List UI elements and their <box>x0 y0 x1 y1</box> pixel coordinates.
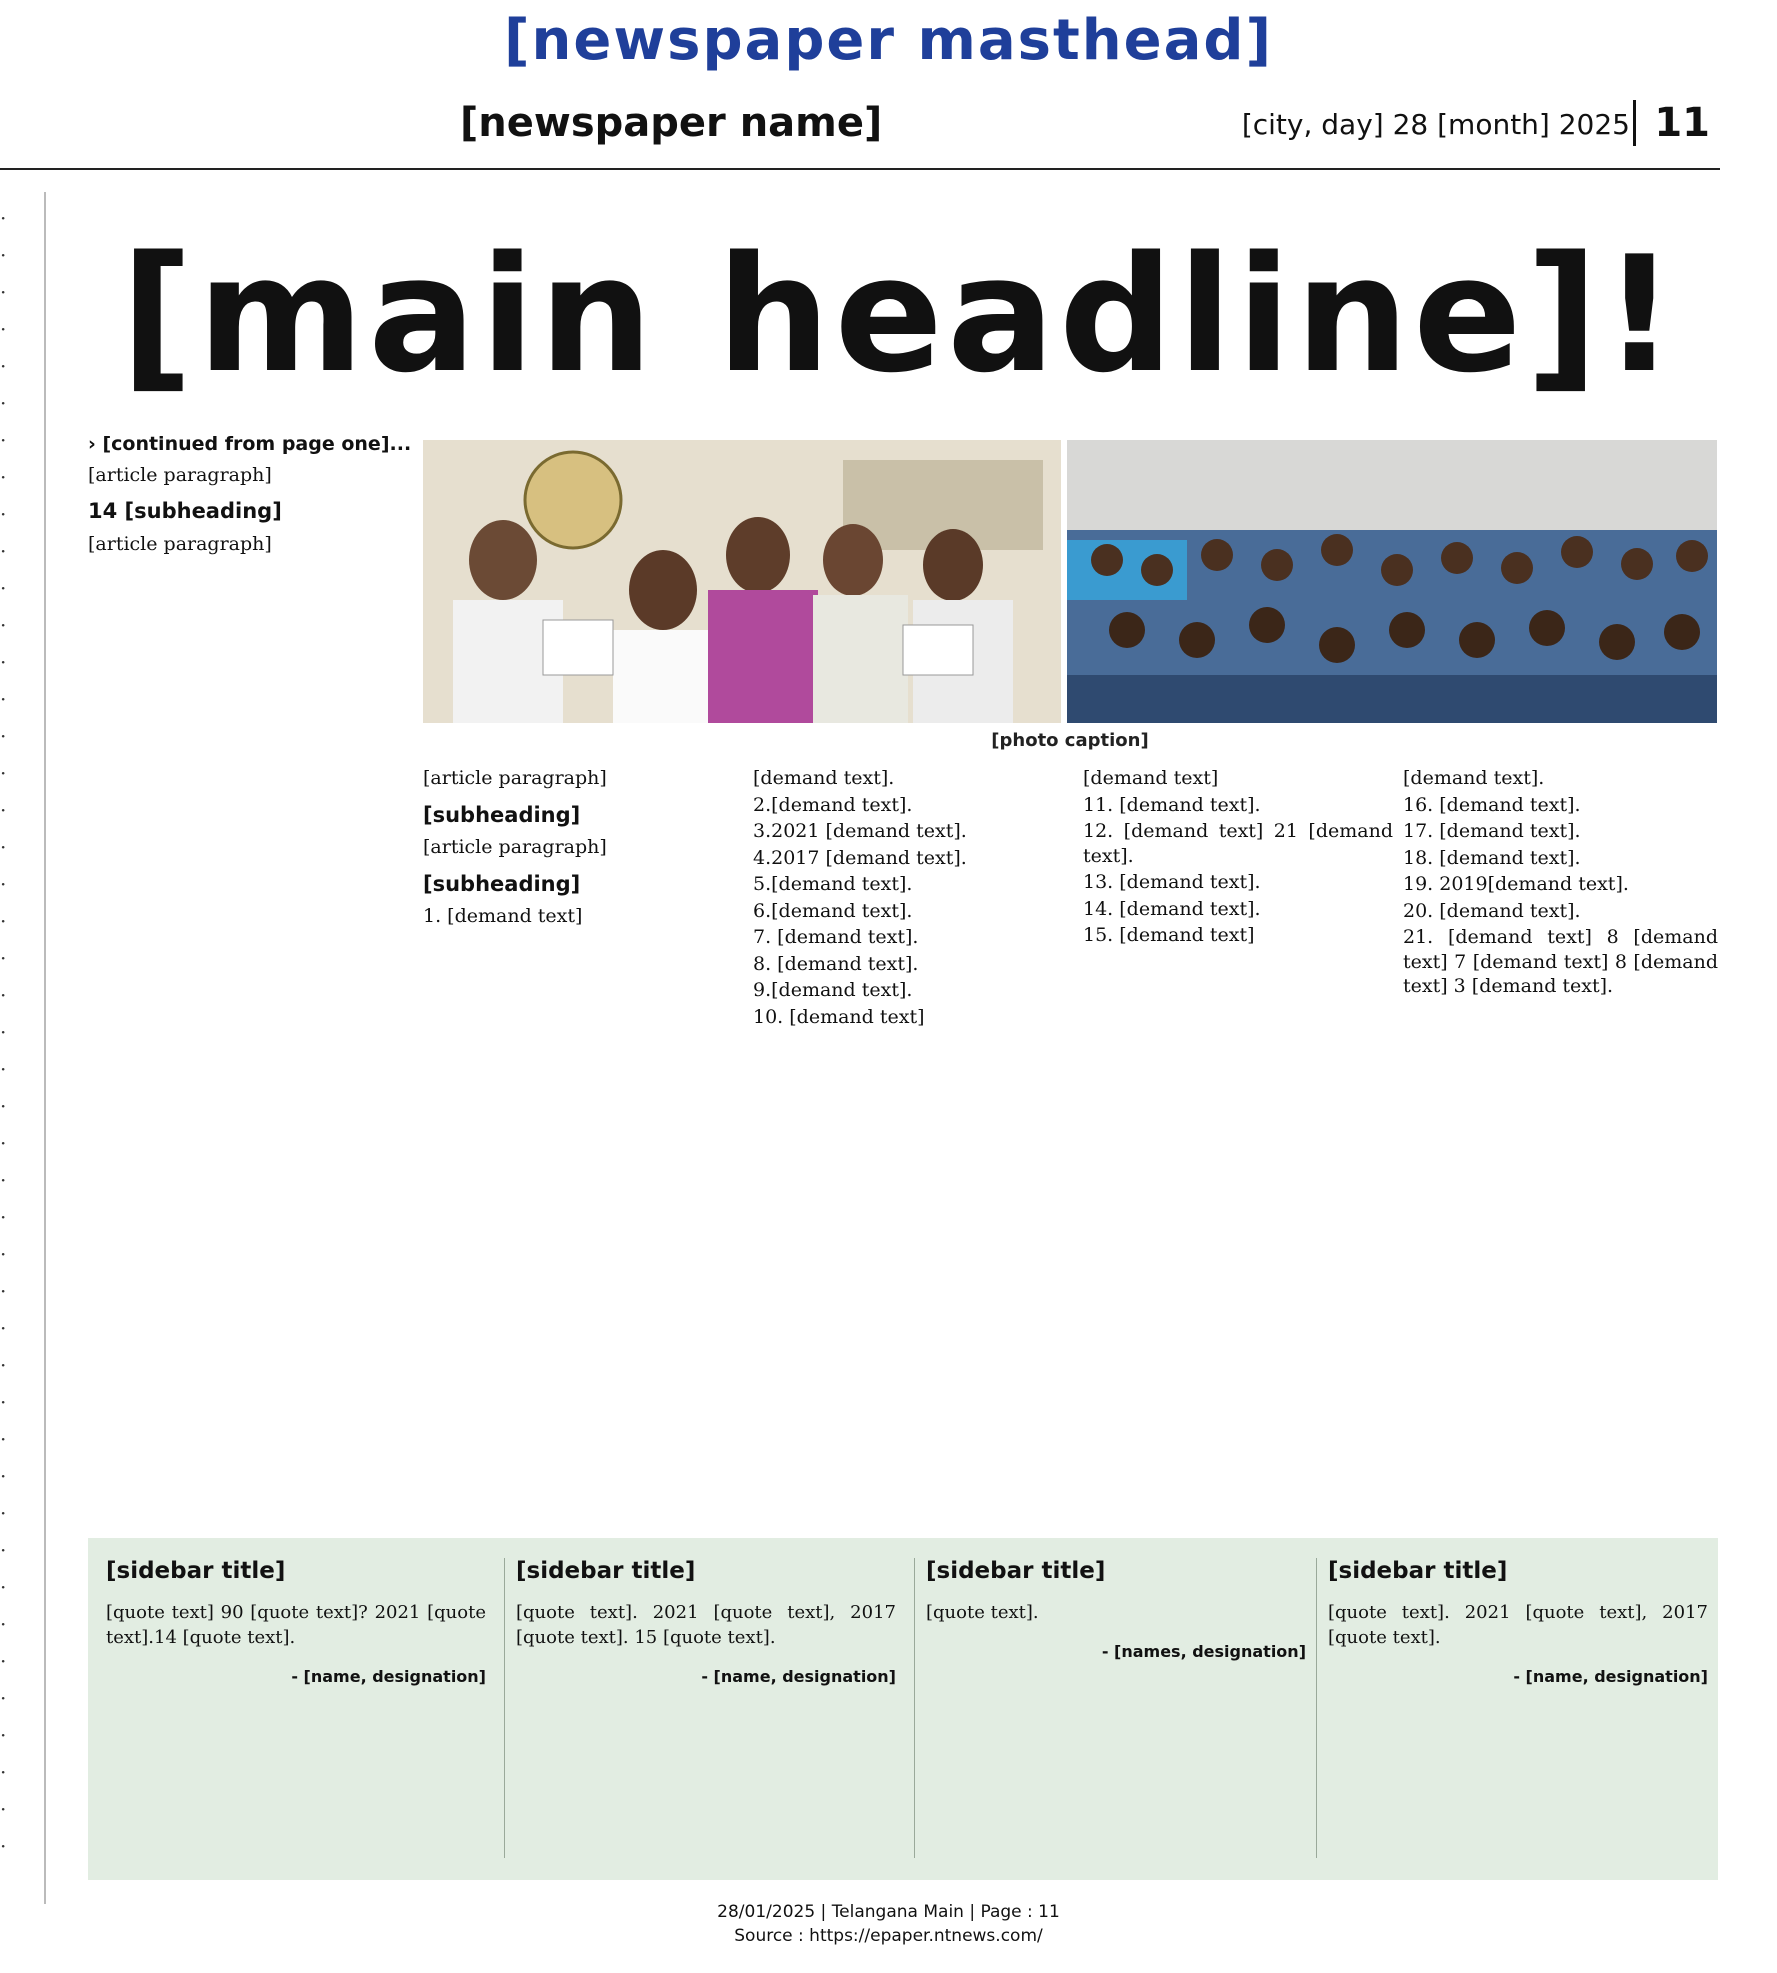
demand-item: 6.[demand text]. <box>753 899 913 922</box>
page-header-bar <box>440 100 1710 156</box>
box-divider <box>914 1558 915 1858</box>
demand-item: 21. [demand text] 8 [demand text] 7 [demand text] 8 [demand text] 3 [demand text]. <box>1403 926 1718 997</box>
subheading: 14 [subheading] <box>88 499 282 523</box>
column-divider <box>44 192 46 1904</box>
photo-caption: [photo caption] <box>991 730 1149 751</box>
paper-name: [newspaper name] <box>460 100 883 146</box>
demand-item: 7. [demand text]. <box>753 926 919 948</box>
demand-item: 2.[demand text]. <box>753 793 913 816</box>
article-paragraph: [article paragraph] <box>88 463 272 486</box>
sidebar-body: [quote text]. 2021 [quote text], 2017 [quote text]. 15 [quote text]. <box>516 1602 896 1648</box>
sidebar-title: [sidebar title] <box>106 1558 286 1584</box>
demand-item: [demand text]. <box>753 767 895 789</box>
sidebar-body: [quote text]. <box>926 1602 1039 1623</box>
continuation-kicker-text: [continued from page one]... <box>102 433 412 455</box>
demands-column-4 <box>1083 766 1393 950</box>
demand-item: 18. [demand text]. <box>1403 846 1581 869</box>
main-headline: [main headline]! <box>120 221 1680 408</box>
demand-item: 13. [demand text]. <box>1083 871 1261 893</box>
header-rule <box>0 168 1720 170</box>
article-column-2 <box>423 766 743 929</box>
demand-item: 10. [demand text] <box>753 1005 925 1028</box>
page-footer <box>0 1900 1777 1948</box>
sidebar-title: [sidebar title] <box>516 1558 696 1584</box>
demand-item: 20. [demand text]. <box>1403 899 1581 922</box>
page-number: 11 <box>1633 100 1710 146</box>
demand-item: 5.[demand text]. <box>753 873 913 895</box>
sidebar-body: [quote text]. 2021 [quote text], 2017 [quote text]. <box>1328 1602 1708 1648</box>
demand-item: 1. [demand text] <box>423 905 583 927</box>
demands-column-5 <box>1403 766 1718 1001</box>
demand-item: 14. [demand text]. <box>1083 897 1261 920</box>
dateline: [city, day] 28 [month] 2025 <box>1241 108 1630 141</box>
sidebar-attribution: - [name, designation] <box>291 1667 486 1686</box>
article-paragraph: [article paragraph] <box>88 532 272 555</box>
demand-item: 8. [demand text]. <box>753 952 919 975</box>
demand-item: 11. [demand text]. <box>1083 793 1261 816</box>
demand-item: 12. [demand text] 21 [demand text]. <box>1083 820 1393 867</box>
article-paragraph: [article paragraph] <box>423 767 607 789</box>
sidebar-body: [quote text] 90 [quote text]? 2021 [quote text].14 [quote text]. <box>106 1602 486 1648</box>
article-paragraph: [article paragraph] <box>423 836 607 858</box>
footer-page-info: 28/01/2025 | Telangana Main | Page : 11 <box>717 1902 1060 1922</box>
sidebar-title: [sidebar title] <box>926 1558 1106 1584</box>
quote-sidebar-1 <box>106 1558 486 1689</box>
demand-item: 9.[demand text]. <box>753 979 913 1001</box>
sidebar-attribution: - [name, designation] <box>1513 1667 1708 1686</box>
quote-sidebar-2 <box>516 1558 896 1689</box>
demands-column-3 <box>753 766 1073 1031</box>
subheading: [subheading] <box>423 802 581 827</box>
photo-notice-handover <box>423 440 1061 723</box>
demand-item: 17. [demand text]. <box>1403 820 1581 842</box>
demand-item: 16. [demand text]. <box>1403 793 1581 816</box>
demand-item: 3.2021 [demand text]. <box>753 820 967 842</box>
sidebar-attribution: - [name, designation] <box>701 1667 896 1686</box>
continuation-kicker: › [continued from page one]... <box>88 433 412 455</box>
box-divider <box>1316 1558 1317 1858</box>
demand-item: 15. [demand text] <box>1083 924 1255 946</box>
demand-item: 4.2017 [demand text]. <box>753 846 967 869</box>
photo-workers-protest-illustration <box>1067 440 1717 723</box>
adjacent-page-strip: · · · · · · · · · · · · · · · · · · · · · · · · · · · · · · · · · · · · · · · · · · · · · <box>0 206 7 1858</box>
photo-notice-handover-illustration <box>423 440 1061 723</box>
subheading: [subheading] <box>423 871 581 896</box>
demand-item: [demand text] <box>1083 767 1219 789</box>
article-column-1 <box>88 432 413 556</box>
photo-workers-protest <box>1067 440 1717 723</box>
masthead-logo: [newspaper masthead] <box>503 8 1274 73</box>
sidebar-attribution: - [names, designation] <box>1101 1642 1306 1661</box>
quote-sidebar-3 <box>926 1558 1306 1664</box>
footer-source-link[interactable]: Source : https://epaper.ntnews.com/ <box>734 1926 1043 1946</box>
quote-sidebar-4 <box>1328 1558 1708 1689</box>
sidebar-title: [sidebar title] <box>1328 1558 1508 1584</box>
demand-item: 19. 2019[demand text]. <box>1403 873 1629 895</box>
demand-item: [demand text]. <box>1403 767 1545 789</box>
box-divider <box>504 1558 505 1858</box>
